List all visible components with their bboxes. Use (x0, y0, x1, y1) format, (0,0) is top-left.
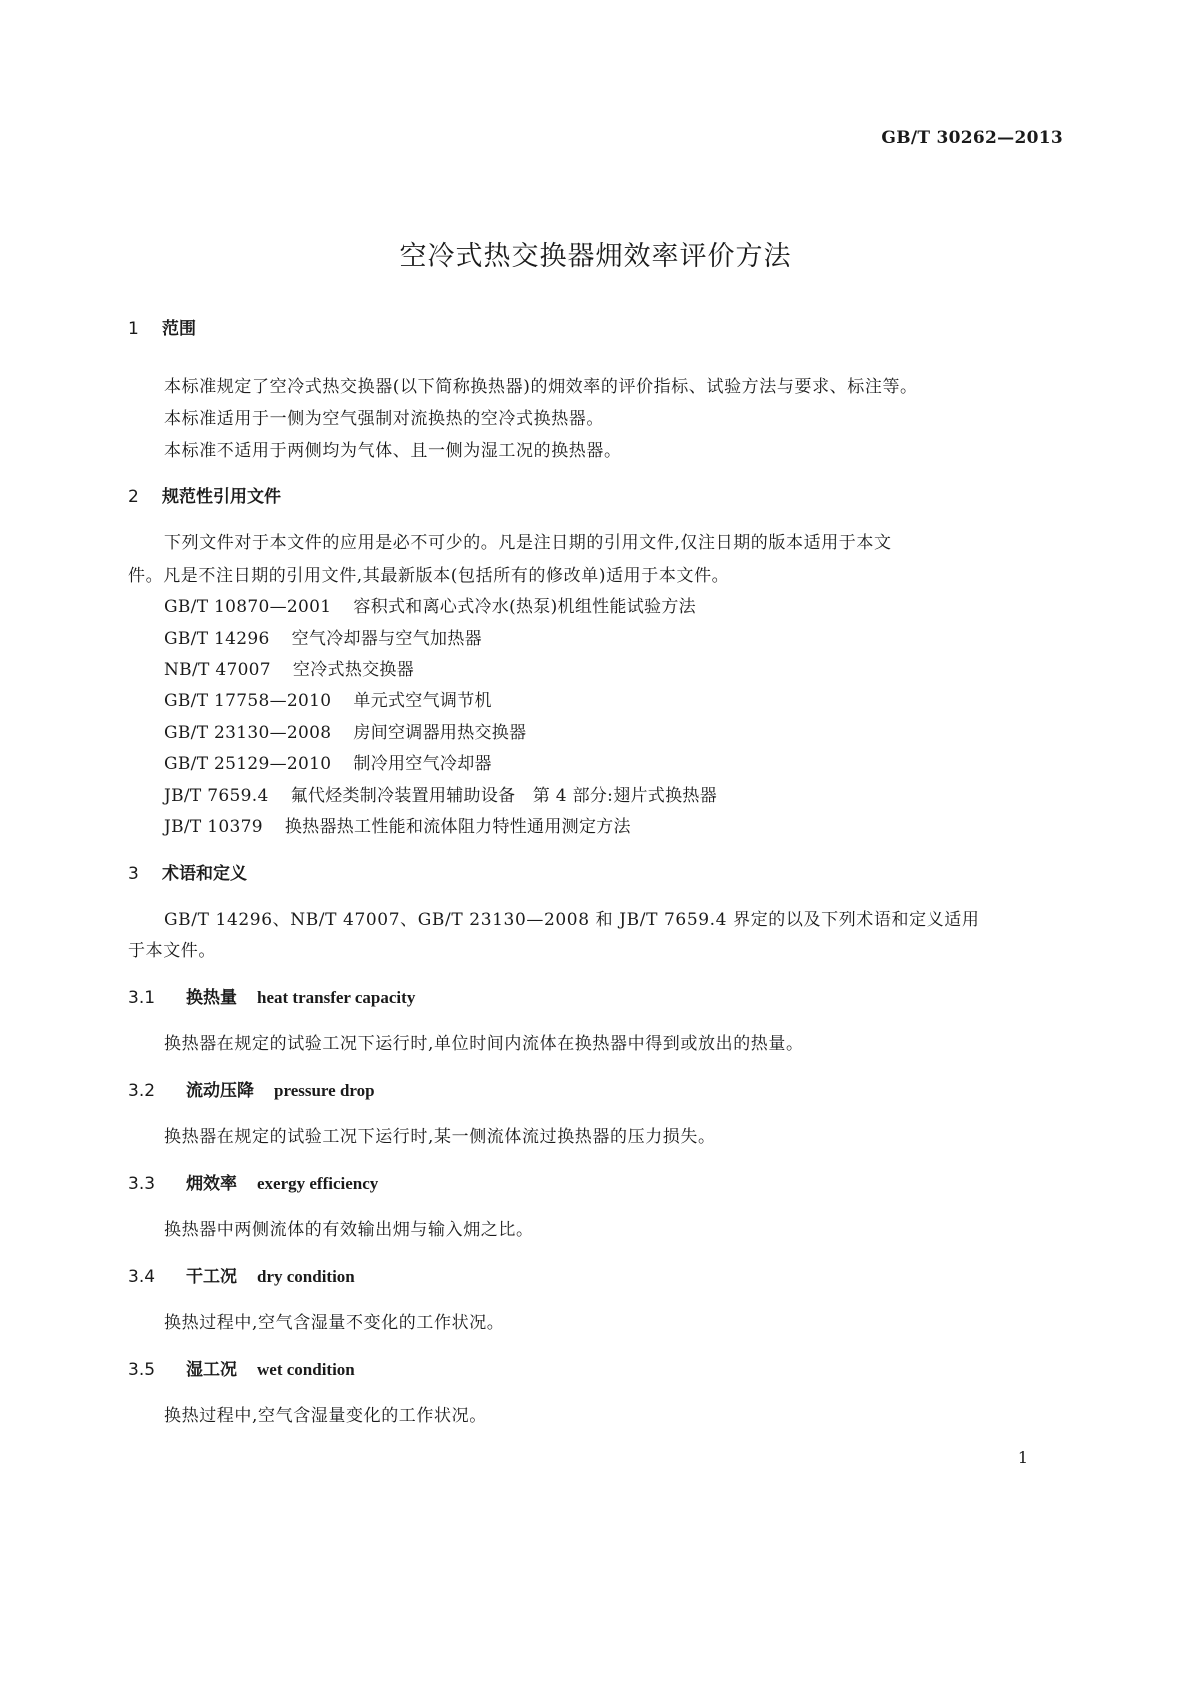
term-definition: 换热器在规定的试验工况下运行时,某一侧流体流过换热器的压力损失。 (164, 1127, 716, 1147)
term-heading (128, 1076, 375, 1101)
standard-number: GB/T 30262—2013 (881, 128, 1063, 148)
term-heading (128, 1355, 355, 1380)
term-number: 3.2 (128, 1081, 156, 1101)
term-heading (128, 1262, 355, 1287)
paragraph: 本标准规定了空冷式热交换器(以下简称换热器)的㶲效率的评价指标、试验方法与要求、标注等。 (164, 377, 918, 397)
term-definition: 换热器在规定的试验工况下运行时,单位时间内流体在换热器中得到或放出的热量。 (164, 1034, 804, 1054)
document-title: 空冷式热交换器㶲效率评价方法 (399, 241, 792, 272)
reference-item (164, 749, 492, 774)
term-heading (128, 1169, 378, 1194)
paragraph: GB/T 14296、NB/T 47007、GB/T 23130—2008 和 JB/T 7659.4 界定的以及下列术语和定义适用 (164, 910, 980, 930)
section-heading-scope (128, 314, 196, 339)
paragraph: 下列文件对于本文件的应用是必不可少的。凡是注日期的引用文件,仅注日期的版本适用于本文 (164, 533, 892, 553)
term-zh: 湿工况 (186, 1360, 237, 1380)
reference-title: 制冷用空气冷却器 (353, 754, 492, 774)
section-title: 规范性引用文件 (162, 487, 281, 507)
term-definition: 换热过程中,空气含湿量变化的工作状况。 (164, 1406, 487, 1426)
section-number: 3 (128, 864, 139, 884)
reference-item (164, 686, 492, 711)
section-heading-normative (128, 482, 281, 507)
reference-item (164, 781, 717, 806)
reference-code: JB/T 10379 (164, 817, 263, 837)
term-zh: 换热量 (186, 988, 237, 1008)
term-en: dry condition (257, 1267, 355, 1286)
reference-item (164, 592, 696, 617)
paragraph: 本标准不适用于两侧均为气体、且一侧为湿工况的换热器。 (164, 441, 622, 461)
term-number: 3.4 (128, 1267, 156, 1287)
section-heading-terms (128, 859, 247, 884)
term-en: exergy efficiency (257, 1174, 379, 1193)
reference-title: 换热器热工性能和流体阻力特性通用测定方法 (284, 817, 631, 837)
term-number: 3.1 (128, 988, 156, 1008)
section-number: 1 (128, 319, 139, 339)
term-en: wet condition (257, 1360, 355, 1379)
term-zh: 流动压降 (186, 1081, 254, 1101)
term-definition: 换热器中两侧流体的有效输出㶲与输入㶲之比。 (164, 1220, 534, 1240)
reference-code: GB/T 17758—2010 (164, 691, 332, 711)
term-zh: 干工况 (186, 1267, 237, 1287)
paragraph: 本标准适用于一侧为空气强制对流换热的空冷式换热器。 (164, 409, 604, 429)
reference-title: 氟代烃类制冷装置用辅助设备 第 4 部分:翅片式换热器 (290, 786, 718, 806)
reference-code: GB/T 10870—2001 (164, 597, 332, 617)
term-definition: 换热过程中,空气含湿量不变化的工作状况。 (164, 1313, 505, 1333)
paragraph: 件。凡是不注日期的引用文件,其最新版本(包括所有的修改单)适用于本文件。 (128, 566, 730, 586)
section-title: 范围 (162, 319, 196, 339)
section-number: 2 (128, 487, 139, 507)
term-zh: 㶲效率 (186, 1174, 237, 1194)
term-en: pressure drop (274, 1081, 375, 1100)
reference-item (164, 655, 414, 680)
reference-title: 房间空调器用热交换器 (353, 723, 527, 743)
reference-title: 空气冷却器与空气加热器 (291, 629, 482, 649)
term-en: heat transfer capacity (257, 988, 416, 1007)
reference-code: NB/T 47007 (164, 660, 271, 680)
paragraph: 于本文件。 (128, 941, 216, 961)
term-number: 3.3 (128, 1174, 156, 1194)
section-title: 术语和定义 (162, 864, 247, 884)
reference-title: 单元式空气调节机 (353, 691, 492, 711)
term-heading (128, 983, 415, 1008)
reference-title: 容积式和离心式冷水(热泵)机组性能试验方法 (353, 597, 696, 617)
reference-code: GB/T 14296 (164, 629, 270, 649)
reference-code: JB/T 7659.4 (164, 786, 269, 806)
reference-code: GB/T 23130—2008 (164, 723, 332, 743)
reference-code: GB/T 25129—2010 (164, 754, 332, 774)
reference-item (164, 624, 482, 649)
reference-item (164, 812, 631, 837)
reference-item (164, 718, 526, 743)
page-number: 1 (1017, 1448, 1028, 1467)
term-number: 3.5 (128, 1360, 156, 1380)
reference-title: 空冷式热交换器 (292, 660, 415, 680)
